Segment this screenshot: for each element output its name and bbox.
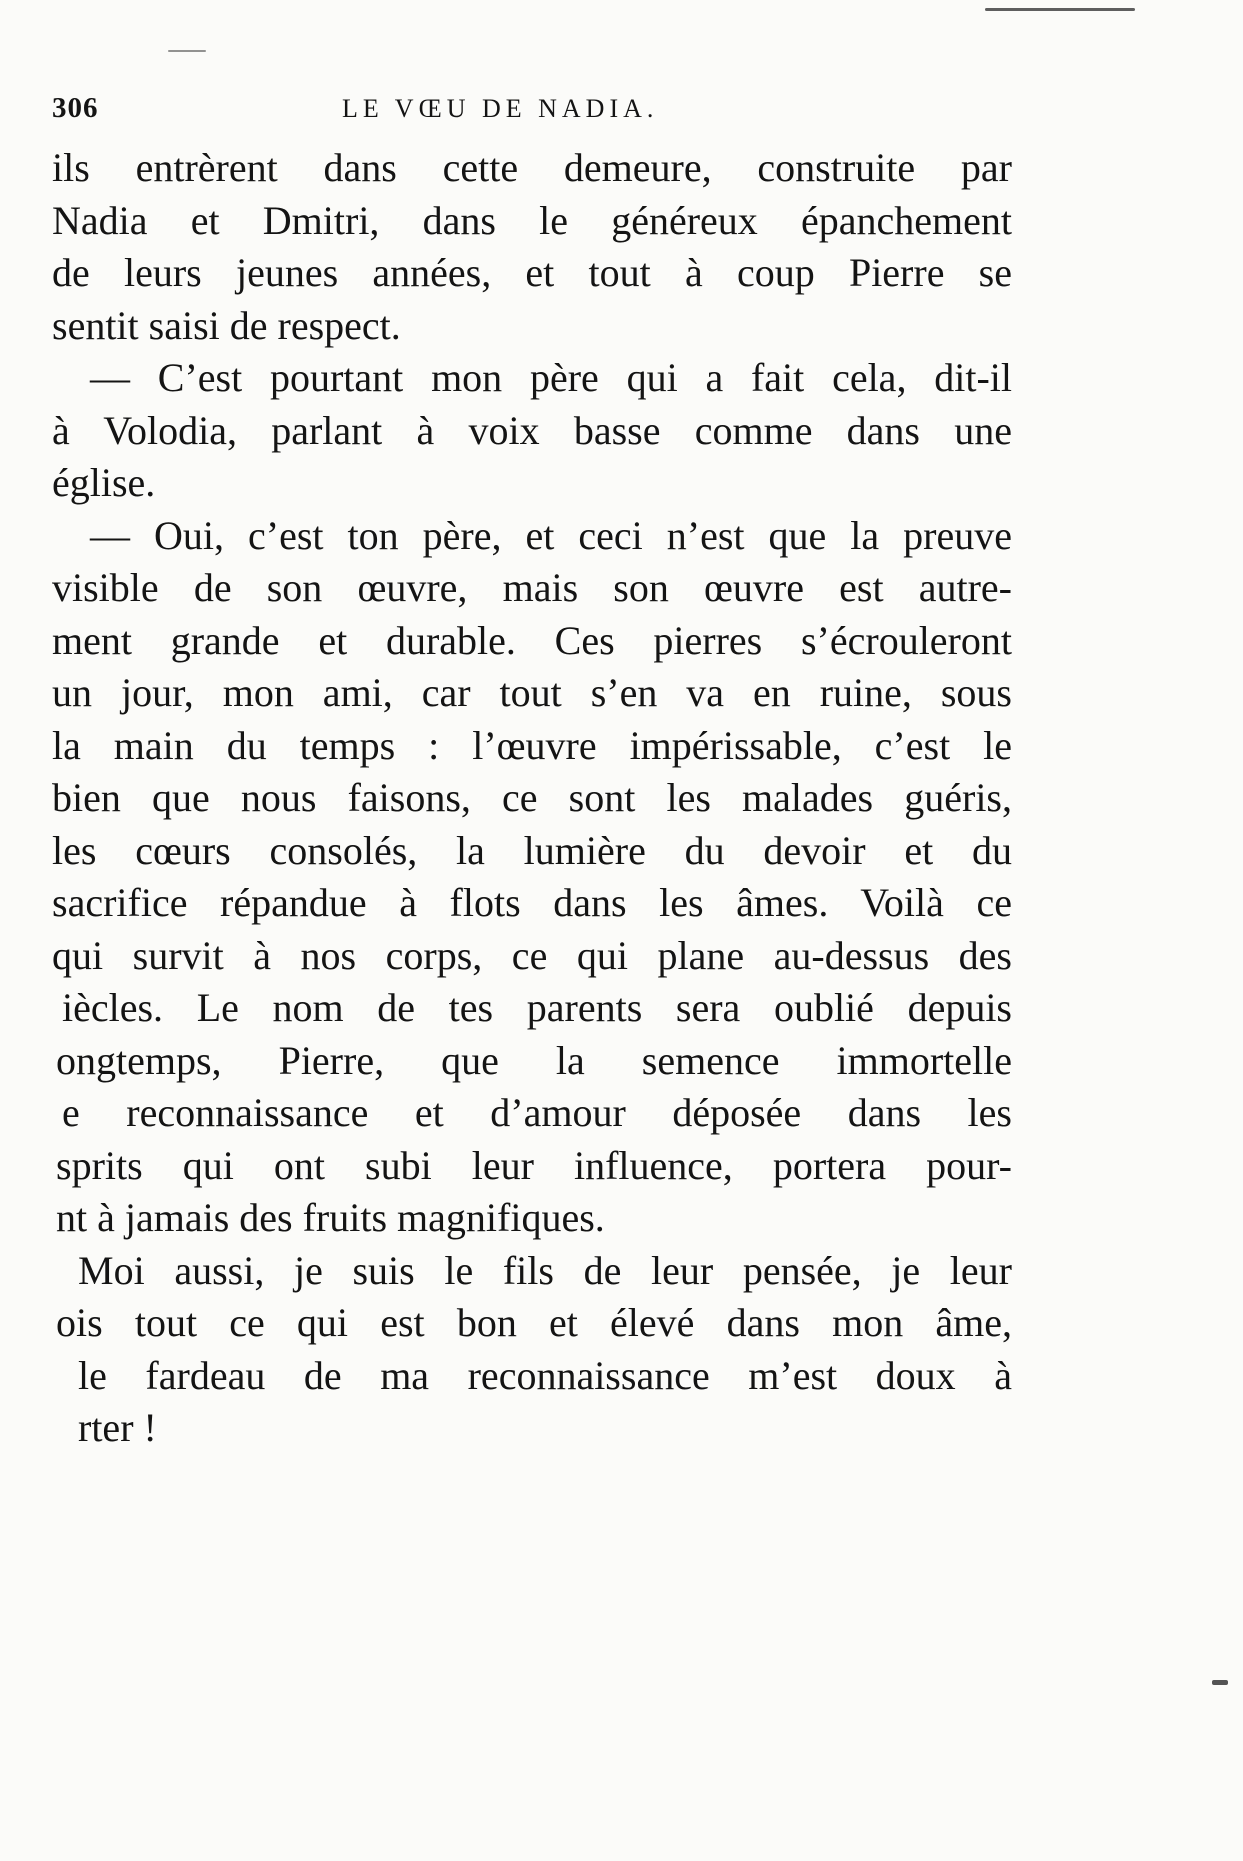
text-line: ment grande et durable. Ces pierres s’écrouleront xyxy=(52,617,1012,663)
text-line: la main du temps : l’œuvre impérissable, c’est le xyxy=(52,722,1012,768)
text-line: iècles. Le nom de tes parents sera oublié depuis xyxy=(62,985,1012,1030)
text-line: — C’est pourtant mon père qui a fait cela, dit-il xyxy=(90,355,1012,400)
text-line: — Oui, c’est ton père, et ceci n’est que la preuve xyxy=(90,512,1012,558)
text-line: ois tout ce qui est bon et élevé dans mon âme, xyxy=(56,1300,1012,1345)
text-line: ils entrèrent dans cette demeure, construite par xyxy=(52,145,1012,190)
text-line: bien que nous faisons, ce sont les malades guéris, xyxy=(52,775,1012,820)
text-line: qui survit à nos corps, ce qui plane au-dessus des xyxy=(52,932,1012,978)
scan-artifact xyxy=(985,8,1135,11)
text-line: le fardeau de ma reconnaissance m’est doux à xyxy=(78,1352,1012,1398)
text-line: les cœurs consolés, la lumière du devoir et du xyxy=(52,827,1012,873)
text-line: visible de son œuvre, mais son œuvre est autre- xyxy=(52,565,1012,610)
text-line: rter ! xyxy=(78,1405,157,1450)
text-line: à Volodia, parlant à voix basse comme dans une xyxy=(52,407,1012,453)
scan-artifact xyxy=(168,50,206,52)
text-line: un jour, mon ami, car tout s’en va en ruine, sous xyxy=(52,670,1012,715)
text-line: église. xyxy=(52,460,156,505)
text-line: Moi aussi, je suis le fils de leur pensée, je leur xyxy=(78,1247,1012,1293)
page-header xyxy=(52,92,1012,132)
text-line: sacrifice répandue à flots dans les âmes. Voilà ce xyxy=(52,880,1012,925)
text-line: de leurs jeunes années, et tout à coup Pierre se xyxy=(52,250,1012,295)
text-line: ongtemps, Pierre, que la semence immortelle xyxy=(56,1037,1012,1083)
page-body xyxy=(52,142,1012,1455)
text-line: nt à jamais des fruits magnifiques. xyxy=(56,1195,605,1240)
text-line: sentit saisi de respect. xyxy=(52,302,401,348)
page-number: 306 xyxy=(52,92,99,124)
text-line: e reconnaissance et d’amour déposée dans les xyxy=(62,1090,1012,1135)
text-line: sprits qui ont subi leur influence, portera pour- xyxy=(56,1142,1012,1188)
scan-artifact xyxy=(1212,1680,1228,1685)
text-line: Nadia et Dmitri, dans le généreux épanchement xyxy=(52,197,1012,243)
running-title: LE VŒU DE NADIA. xyxy=(342,94,659,123)
